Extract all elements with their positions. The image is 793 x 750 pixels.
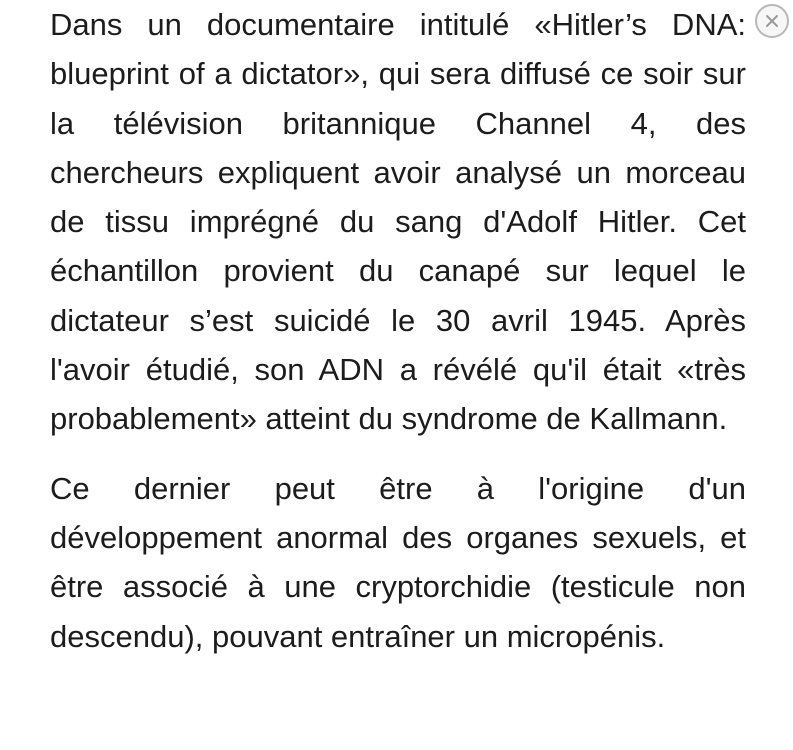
close-button[interactable] [755, 4, 789, 38]
close-icon [765, 14, 779, 28]
article-paragraph-1: Dans un documentaire intitulé «Hitler’s DNA: blueprint of a dictator», qui sera diffusé ce soir sur la télévision britannique Channel 4, des chercheurs expliquent avoir analysé un morceau de tissu imprégné du sang d'Adolf Hitler. Cet échantillon provient du canapé sur lequel le dictateur s’est suicidé le 30 avril 1945. Après l'avoir étudié, son ADN a révélé qu'il était «très probablement» atteint du syndrome de Kallmann. [50, 7, 746, 437]
article-paragraph-2: Ce dernier peut être à l'origine d'un développement anormal des organes sexuels, et être associé à une cryptorchidie (testicule non descendu), pouvant entraîner un micropénis. [50, 470, 746, 654]
article-body [50, 0, 746, 661]
